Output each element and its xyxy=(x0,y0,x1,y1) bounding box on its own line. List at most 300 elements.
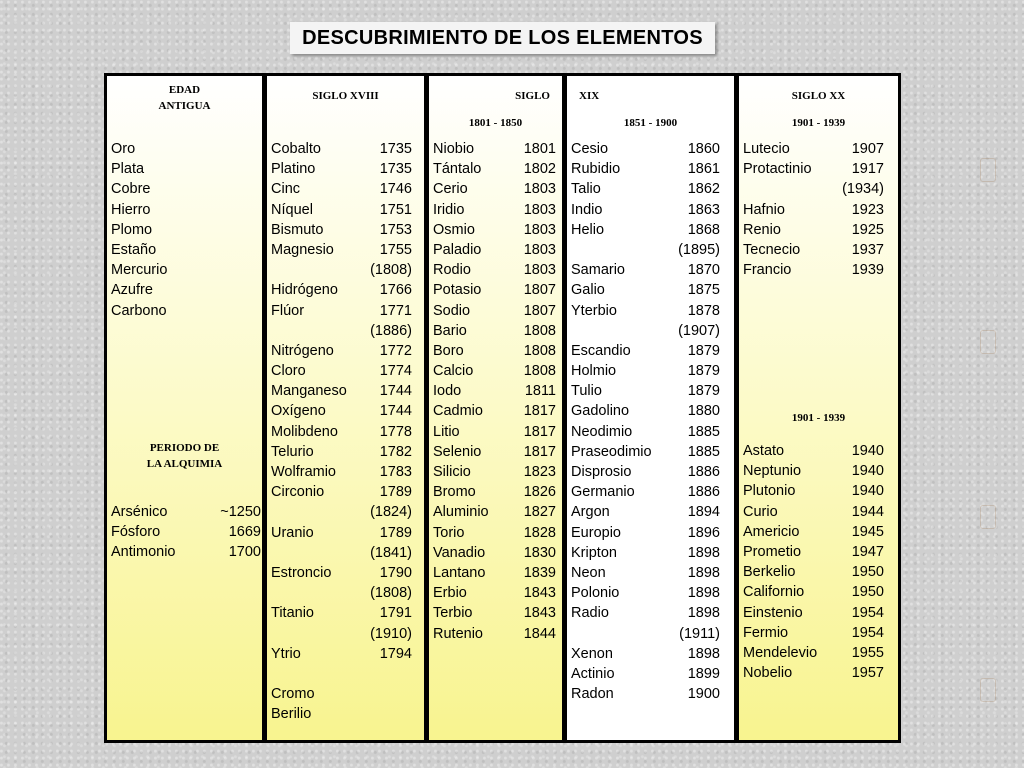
column-1851-1900 xyxy=(567,76,734,740)
element-name: Estroncio xyxy=(271,564,332,581)
element-name: Nitrógeno xyxy=(271,342,334,359)
element-year: 1808 xyxy=(523,363,556,380)
element-row xyxy=(433,381,562,401)
element-year: 1794 xyxy=(379,645,412,662)
element-row xyxy=(271,301,424,321)
element-name: Torio xyxy=(433,524,465,541)
header-range-1901-1939-b: 1901 - 1939 xyxy=(791,412,846,424)
decorative-mark xyxy=(980,330,996,354)
element-row xyxy=(743,220,898,240)
element-name: Litio xyxy=(433,423,460,440)
element-name: Cloro xyxy=(271,363,306,380)
element-row xyxy=(571,603,734,623)
element-year: 1766 xyxy=(379,282,412,299)
header-alquimia-line1: PERIODO DE xyxy=(149,442,220,454)
element-year: 1790 xyxy=(379,564,412,581)
element-row xyxy=(743,663,898,683)
edad-antigua-list xyxy=(111,139,261,321)
element-row xyxy=(743,139,898,159)
element-year: (1934) xyxy=(842,181,884,198)
element-year: 1755 xyxy=(379,241,412,258)
element-name: Helio xyxy=(571,221,605,238)
element-year: 1940 xyxy=(851,483,884,500)
element-year: (1808) xyxy=(370,262,412,279)
element-year: 1751 xyxy=(379,201,412,218)
element-year: 1778 xyxy=(379,423,412,440)
element-year: 1896 xyxy=(687,524,720,541)
element-row xyxy=(271,361,424,381)
element-row xyxy=(271,603,424,623)
element-year: 1811 xyxy=(524,383,556,400)
element-name: Ytrio xyxy=(271,645,301,662)
element-row xyxy=(271,401,424,421)
element-year: 1879 xyxy=(687,363,720,380)
element-row xyxy=(433,543,562,563)
element-row xyxy=(571,583,734,603)
element-row xyxy=(271,482,424,502)
element-year: 1827 xyxy=(523,504,556,521)
element-row xyxy=(433,179,562,199)
element-row xyxy=(571,523,734,543)
element-year: 1774 xyxy=(379,363,412,380)
element-row xyxy=(111,301,261,321)
element-row xyxy=(571,361,734,381)
element-name: Cromo xyxy=(271,686,315,703)
element-year: 1817 xyxy=(523,403,556,420)
element-name: Polonio xyxy=(571,585,620,602)
element-name: Disprosio xyxy=(571,464,632,480)
element-year: ~1250 xyxy=(220,504,261,520)
element-year: 1863 xyxy=(687,201,720,218)
element-year: 1937 xyxy=(851,241,884,258)
element-name: Azufre xyxy=(111,282,153,299)
element-row xyxy=(271,644,424,664)
element-row xyxy=(111,139,261,159)
element-row xyxy=(433,603,562,623)
element-year: 1950 xyxy=(851,584,884,601)
element-name: Magnesio xyxy=(271,241,334,258)
header-alquimia xyxy=(107,440,262,472)
element-name: Kripton xyxy=(571,544,617,561)
element-row xyxy=(571,482,734,502)
element-year: 1898 xyxy=(687,605,720,622)
header-range-1801-1850: 1801 - 1850 xyxy=(468,117,523,129)
element-year: 1886 xyxy=(687,484,720,501)
element-year: 1957 xyxy=(851,665,884,682)
element-row xyxy=(271,200,424,220)
element-row xyxy=(571,401,734,421)
element-name: Vanadio xyxy=(433,544,486,561)
element-name: Manganeso xyxy=(271,383,347,400)
element-name: Iridio xyxy=(433,201,465,218)
element-row xyxy=(271,422,424,442)
header-siglo-xviii: SIGLO XVIII xyxy=(312,90,379,102)
element-row xyxy=(743,200,898,220)
element-name: Selenio xyxy=(433,443,482,460)
element-row xyxy=(571,159,734,179)
element-name: Einstenio xyxy=(743,604,803,621)
element-row xyxy=(433,482,562,502)
element-year: 1803 xyxy=(523,221,556,238)
element-row xyxy=(571,644,734,664)
element-row xyxy=(433,442,562,462)
element-row xyxy=(743,260,898,280)
element-year: 1823 xyxy=(523,464,556,480)
element-row xyxy=(271,280,424,300)
element-year: 1826 xyxy=(523,484,556,501)
element-year: 1802 xyxy=(523,161,556,178)
element-name: Tulio xyxy=(571,383,602,400)
element-year: 1885 xyxy=(687,443,720,460)
element-name: Cinc xyxy=(271,181,301,198)
element-year: 1700 xyxy=(228,544,261,561)
element-name: Europio xyxy=(571,524,621,541)
element-name: Niobio xyxy=(433,141,475,157)
element-row xyxy=(571,381,734,401)
header-range-1901-1939-a: 1901 - 1939 xyxy=(791,117,846,129)
element-year: 1954 xyxy=(851,604,884,621)
element-year: (1907) xyxy=(678,322,720,339)
element-name: Antimonio xyxy=(111,544,176,561)
element-name: Fósforo xyxy=(111,524,161,541)
element-row xyxy=(571,442,734,462)
element-name: Níquel xyxy=(271,201,313,218)
element-name: Potasio xyxy=(433,282,482,299)
list-1801-1850 xyxy=(433,139,562,644)
element-row xyxy=(271,523,424,543)
element-row xyxy=(433,260,562,280)
element-name: Hierro xyxy=(111,201,151,218)
column-siglo-xx xyxy=(739,76,898,740)
element-year: 1803 xyxy=(523,181,556,198)
element-row xyxy=(271,260,424,280)
element-year: 1753 xyxy=(379,221,412,238)
list-siglo-xx-first xyxy=(743,139,898,280)
element-year: 1899 xyxy=(687,665,720,682)
element-year: (1911) xyxy=(679,625,720,642)
element-row xyxy=(743,461,898,481)
element-year: 1844 xyxy=(523,625,556,642)
element-year: 1746 xyxy=(379,181,412,198)
element-row xyxy=(271,139,424,159)
element-year: 1875 xyxy=(687,282,720,299)
header-alquimia-line2: LA ALQUIMIA xyxy=(146,458,223,470)
element-row xyxy=(111,280,261,300)
element-name: Wolframio xyxy=(271,464,336,480)
element-row xyxy=(111,220,261,240)
element-year: 1917 xyxy=(851,161,884,178)
element-row xyxy=(111,522,261,542)
element-row xyxy=(111,240,261,260)
element-row xyxy=(433,200,562,220)
element-name: Holmio xyxy=(571,363,617,380)
element-name: Californio xyxy=(743,584,805,601)
element-year: 1789 xyxy=(379,524,412,541)
element-name: Sodio xyxy=(433,302,471,319)
element-name: Samario xyxy=(571,262,625,279)
element-year: 1843 xyxy=(523,605,556,622)
element-year: 1817 xyxy=(523,443,556,460)
header-edad xyxy=(107,82,262,114)
element-row xyxy=(111,260,261,280)
element-name: Aluminio xyxy=(433,504,489,521)
element-row xyxy=(571,563,734,583)
element-name: Curio xyxy=(743,503,778,520)
element-name: Escandio xyxy=(571,342,631,359)
element-name: Molibdeno xyxy=(271,423,338,440)
element-name: Bromo xyxy=(433,484,476,501)
element-name: Radon xyxy=(571,686,614,703)
element-year: 1772 xyxy=(379,342,412,359)
element-row xyxy=(571,280,734,300)
decorative-mark xyxy=(980,505,996,529)
element-name: Bismuto xyxy=(271,221,324,238)
element-row xyxy=(271,543,424,563)
element-row xyxy=(571,341,734,361)
element-name: Plutonio xyxy=(743,483,796,500)
element-row xyxy=(571,220,734,240)
element-name: Prometio xyxy=(743,543,802,560)
element-year: 1878 xyxy=(687,302,720,319)
element-row xyxy=(743,179,898,199)
element-name: Terbio xyxy=(433,605,473,622)
element-year: 1886 xyxy=(687,464,720,480)
element-name: Oxígeno xyxy=(271,403,326,420)
element-year: 1945 xyxy=(851,523,884,540)
header-xix: XIX xyxy=(579,90,600,102)
element-name: Estaño xyxy=(111,241,157,258)
element-year: (1886) xyxy=(370,322,412,339)
element-name: Praseodimio xyxy=(571,443,652,460)
element-name: Arsénico xyxy=(111,504,168,520)
element-year: (1910) xyxy=(370,625,412,642)
element-name: Erbio xyxy=(433,585,467,602)
element-row xyxy=(433,159,562,179)
element-year: 1735 xyxy=(379,161,412,178)
element-year: (1808) xyxy=(370,585,412,602)
element-name: Yterbio xyxy=(571,302,617,319)
header-siglo: SIGLO xyxy=(515,90,550,102)
element-year: 1879 xyxy=(687,342,720,359)
element-name: Xenon xyxy=(571,645,613,662)
element-name: Hidrógeno xyxy=(271,282,338,299)
element-row xyxy=(743,643,898,663)
element-row xyxy=(571,462,734,482)
element-row xyxy=(271,583,424,603)
element-name: Mendelevio xyxy=(743,644,818,661)
element-row xyxy=(743,623,898,643)
element-name: Flúor xyxy=(271,302,305,319)
element-row xyxy=(743,441,898,461)
element-row xyxy=(271,563,424,583)
element-name: Paladio xyxy=(433,241,482,258)
element-year: 1898 xyxy=(687,544,720,561)
element-year: 1950 xyxy=(851,564,884,581)
element-name: Osmio xyxy=(433,221,475,238)
element-name: Hafnio xyxy=(743,201,785,218)
element-row xyxy=(433,280,562,300)
element-year: (1841) xyxy=(370,544,412,561)
element-year: 1900 xyxy=(687,686,720,703)
element-row xyxy=(271,462,424,482)
element-row xyxy=(571,139,734,159)
element-name: Cadmio xyxy=(433,403,483,420)
element-year: 1828 xyxy=(523,524,556,541)
element-year: 1791 xyxy=(379,605,412,622)
element-name: Germanio xyxy=(571,484,635,501)
element-year: 1862 xyxy=(687,181,720,198)
element-name: Radio xyxy=(571,605,609,622)
element-year: 1817 xyxy=(523,423,556,440)
element-row xyxy=(271,240,424,260)
element-year: 1782 xyxy=(379,443,412,460)
element-name: Rubidio xyxy=(571,161,621,178)
element-row xyxy=(743,542,898,562)
element-year: 1955 xyxy=(851,644,884,661)
element-name: Cesio xyxy=(571,141,609,157)
element-year: 1898 xyxy=(687,564,720,581)
element-row xyxy=(433,220,562,240)
element-row xyxy=(743,582,898,602)
list-siglo-xx-second xyxy=(743,441,898,683)
element-row xyxy=(111,502,261,522)
element-year: 1807 xyxy=(523,282,556,299)
element-row xyxy=(571,200,734,220)
element-year: 1870 xyxy=(687,262,720,279)
element-name: Plomo xyxy=(111,221,153,238)
header-edad-line1: EDAD xyxy=(168,84,201,96)
element-name: Silicio xyxy=(433,464,471,480)
element-year: 1868 xyxy=(687,221,720,238)
element-row xyxy=(111,159,261,179)
element-name: Gadolino xyxy=(571,403,630,420)
element-year: 1947 xyxy=(851,543,884,560)
element-year: 1801 xyxy=(523,141,556,157)
element-row xyxy=(271,442,424,462)
alquimia-list xyxy=(111,502,261,563)
element-name: Tántalo xyxy=(433,161,482,178)
element-row xyxy=(111,542,261,562)
element-row xyxy=(433,583,562,603)
element-name: Americio xyxy=(743,523,800,540)
element-name: Telurio xyxy=(271,443,314,460)
element-row xyxy=(571,543,734,563)
element-row xyxy=(271,624,424,644)
element-row xyxy=(111,200,261,220)
header-siglo-xx: SIGLO XX xyxy=(791,90,846,102)
element-row xyxy=(571,502,734,522)
element-row xyxy=(743,562,898,582)
element-name: Cobre xyxy=(111,181,151,198)
element-name: Carbono xyxy=(111,302,167,319)
element-year: 1669 xyxy=(228,524,261,541)
element-name: Rutenio xyxy=(433,625,483,642)
element-name: Cerio xyxy=(433,181,468,198)
list-1851-1900 xyxy=(571,139,734,704)
element-name: Platino xyxy=(271,161,316,178)
element-row xyxy=(433,563,562,583)
element-year: 1898 xyxy=(687,585,720,602)
element-name: Renio xyxy=(743,221,781,238)
element-row xyxy=(433,361,562,381)
element-row xyxy=(571,624,734,644)
element-row xyxy=(271,704,424,724)
element-year: 1808 xyxy=(523,322,556,339)
element-year: 1783 xyxy=(379,464,412,480)
element-year: 1879 xyxy=(687,383,720,400)
header-edad-line2: ANTIGUA xyxy=(158,100,211,112)
header-range-1851-1900: 1851 - 1900 xyxy=(623,117,678,129)
element-year: 1735 xyxy=(379,141,412,157)
element-row xyxy=(111,179,261,199)
element-year: (1824) xyxy=(370,504,412,521)
element-name: Neodimio xyxy=(571,423,633,440)
element-name: Lantano xyxy=(433,564,486,581)
element-year: (1895) xyxy=(678,241,720,258)
element-year: 1894 xyxy=(687,504,720,521)
element-year: 1861 xyxy=(687,161,720,178)
element-name: Indio xyxy=(571,201,603,218)
element-name: Astato xyxy=(743,443,785,459)
column-siglo-xviii xyxy=(267,76,424,740)
element-row xyxy=(271,159,424,179)
element-year: 1807 xyxy=(523,302,556,319)
element-year: 1860 xyxy=(687,141,720,157)
decorative-mark xyxy=(980,158,996,182)
element-year: 1944 xyxy=(851,503,884,520)
element-row xyxy=(271,502,424,522)
element-year: 1771 xyxy=(379,302,412,319)
element-row xyxy=(271,684,424,704)
element-year: 1880 xyxy=(687,403,720,420)
element-row xyxy=(271,321,424,341)
element-name: Oro xyxy=(111,141,136,157)
page-title: DESCUBRIMIENTO DE LOS ELEMENTOS xyxy=(290,22,715,54)
element-row xyxy=(433,139,562,159)
element-row xyxy=(571,179,734,199)
element-year: 1808 xyxy=(523,342,556,359)
element-year: 1923 xyxy=(851,201,884,218)
element-year: 1898 xyxy=(687,645,720,662)
element-year: 1939 xyxy=(851,262,884,279)
element-name: Nobelio xyxy=(743,665,793,682)
element-name: Uranio xyxy=(271,524,314,541)
element-row xyxy=(571,684,734,704)
element-name: Neon xyxy=(571,564,606,581)
element-row xyxy=(743,240,898,260)
element-name: Protactinio xyxy=(743,161,812,178)
column-edad-antigua xyxy=(107,76,262,740)
element-row xyxy=(433,341,562,361)
element-year: 1940 xyxy=(851,443,884,459)
element-row xyxy=(743,603,898,623)
element-name: Argon xyxy=(571,504,610,521)
element-name: Lutecio xyxy=(743,141,790,157)
element-row xyxy=(271,664,424,684)
element-row xyxy=(433,240,562,260)
element-year: 1954 xyxy=(851,624,884,641)
decorative-mark xyxy=(980,678,996,702)
element-row xyxy=(433,321,562,341)
element-row xyxy=(743,522,898,542)
element-row xyxy=(433,401,562,421)
element-name: Rodio xyxy=(433,262,471,279)
element-name: Mercurio xyxy=(111,262,168,279)
element-name: Iodo xyxy=(433,383,462,400)
element-name: Calcio xyxy=(433,363,474,380)
element-name: Talio xyxy=(571,181,601,198)
element-year: 1789 xyxy=(379,484,412,501)
